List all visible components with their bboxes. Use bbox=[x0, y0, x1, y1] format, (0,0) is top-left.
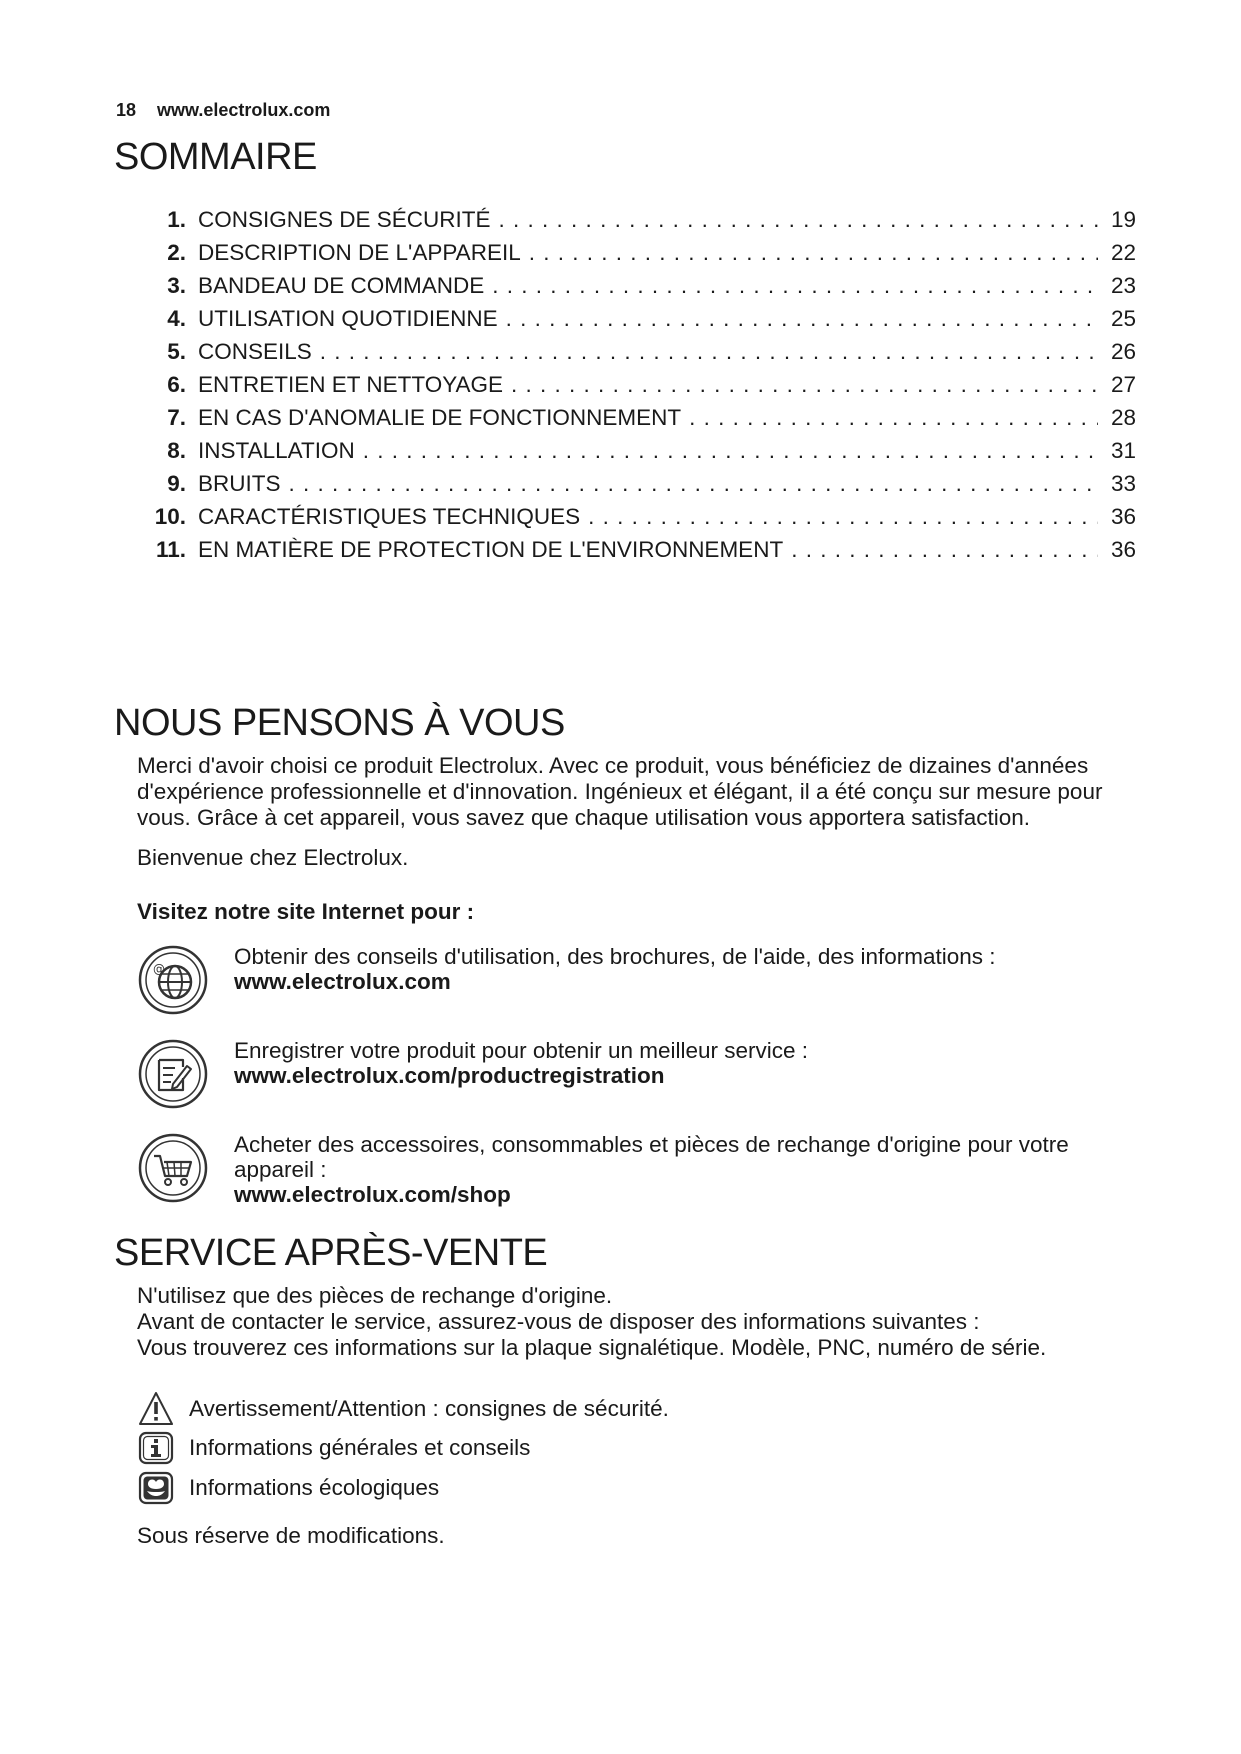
legend-item bbox=[137, 1469, 439, 1507]
toc-item-number: 6. bbox=[167, 372, 186, 397]
legend-item bbox=[137, 1429, 530, 1467]
sommaire-title: SOMMAIRE bbox=[114, 136, 317, 178]
toc-item[interactable] bbox=[146, 236, 1136, 269]
website-link-text bbox=[234, 944, 1134, 994]
toc-item-label: CONSEILS bbox=[198, 339, 312, 364]
legend-item bbox=[137, 1390, 669, 1428]
toc-leader-dots bbox=[506, 302, 1098, 335]
toc-item-page: 19 bbox=[1110, 207, 1136, 232]
toc-leader-dots bbox=[588, 500, 1098, 533]
shopping-cart-icon bbox=[137, 1132, 209, 1204]
toc-item-label: DESCRIPTION DE L'APPAREIL bbox=[198, 240, 521, 265]
toc-item-page: 25 bbox=[1110, 306, 1136, 331]
website-link-url[interactable]: www.electrolux.com/productregistration bbox=[234, 1063, 665, 1088]
eco-icon bbox=[137, 1469, 175, 1507]
toc-item-number: 4. bbox=[167, 306, 186, 331]
toc-item-label: BANDEAU DE COMMANDE bbox=[198, 273, 485, 298]
toc-item-number: 10. bbox=[154, 504, 186, 529]
toc-item-number: 3. bbox=[167, 273, 186, 298]
toc-item-page: 26 bbox=[1110, 339, 1136, 364]
toc-item-page: 28 bbox=[1110, 405, 1136, 430]
toc-leader-dots bbox=[689, 401, 1098, 434]
toc-item[interactable] bbox=[146, 500, 1136, 533]
footer-note: Sous réserve de modifications. bbox=[137, 1523, 445, 1548]
toc-item[interactable] bbox=[146, 467, 1136, 500]
toc-item-page: 36 bbox=[1110, 504, 1136, 529]
legend-text: Informations écologiques bbox=[189, 1475, 440, 1500]
page-number: 18 bbox=[116, 100, 137, 120]
svg-text:@: @ bbox=[153, 962, 165, 976]
toc-item-label: EN CAS D'ANOMALIE DE FONCTIONNEMENT bbox=[198, 405, 682, 430]
footer-note-block bbox=[137, 1523, 1127, 1549]
intro-block bbox=[137, 753, 1127, 925]
toc-item-label: EN MATIÈRE DE PROTECTION DE L'ENVIRONNEMENT bbox=[198, 537, 784, 562]
toc-leader-dots bbox=[511, 368, 1098, 401]
toc-leader-dots bbox=[791, 533, 1098, 566]
pensons-title: NOUS PENSONS À VOUS bbox=[114, 702, 565, 744]
toc-item-page: 22 bbox=[1110, 240, 1136, 265]
toc-item[interactable] bbox=[146, 269, 1136, 302]
toc-leader-dots bbox=[289, 467, 1098, 500]
toc-item[interactable] bbox=[146, 434, 1136, 467]
service-line: Avant de contacter le service, assurez-vous de disposer des informations suivantes : bbox=[137, 1309, 980, 1334]
toc-leader-dots bbox=[320, 335, 1098, 368]
toc-leader-dots bbox=[363, 434, 1098, 467]
service-title: SERVICE APRÈS-VENTE bbox=[114, 1232, 548, 1274]
warning-icon bbox=[137, 1390, 175, 1428]
globe-icon bbox=[137, 944, 209, 1016]
page-header bbox=[116, 100, 330, 121]
toc-item-label: ENTRETIEN ET NETTOYAGE bbox=[198, 372, 504, 397]
visit-heading: Visitez notre site Internet pour : bbox=[137, 899, 475, 924]
website-link-text bbox=[234, 1038, 1134, 1088]
toc-item[interactable] bbox=[146, 401, 1136, 434]
website-link-description: Acheter des accessoires, consommables et pièces de rechange d'origine pour votre appareil : bbox=[234, 1132, 1069, 1182]
welcome-text: Bienvenue chez Electrolux. bbox=[137, 845, 409, 870]
registration-icon bbox=[137, 1038, 209, 1110]
toc-item-label: BRUITS bbox=[198, 471, 281, 496]
toc-leader-dots bbox=[499, 203, 1098, 236]
service-line: N'utilisez que des pièces de rechange d'origine. bbox=[137, 1283, 613, 1308]
toc-item[interactable] bbox=[146, 533, 1136, 566]
toc-item[interactable] bbox=[146, 302, 1136, 335]
toc-item-page: 31 bbox=[1110, 438, 1136, 463]
toc-item-label: INSTALLATION bbox=[198, 438, 355, 463]
toc-item-page: 27 bbox=[1110, 372, 1136, 397]
info-icon bbox=[137, 1429, 175, 1467]
website-link-description: Obtenir des conseils d'utilisation, des brochures, de l'aide, des informations : bbox=[234, 944, 996, 969]
toc-item-label: CONSIGNES DE SÉCURITÉ bbox=[198, 207, 491, 232]
toc-item-number: 8. bbox=[167, 438, 186, 463]
toc-item-label: UTILISATION QUOTIDIENNE bbox=[198, 306, 498, 331]
website-link-text bbox=[234, 1132, 1134, 1207]
toc-item-number: 9. bbox=[167, 471, 186, 496]
toc-item-number: 2. bbox=[167, 240, 186, 265]
service-line: Vous trouverez ces informations sur la plaque signalétique. Modèle, PNC, numéro de série. bbox=[137, 1335, 1047, 1360]
toc-item-page: 23 bbox=[1110, 273, 1136, 298]
toc-item-page: 36 bbox=[1110, 537, 1136, 562]
website-link-url[interactable]: www.electrolux.com bbox=[234, 969, 451, 994]
toc-item[interactable] bbox=[146, 368, 1136, 401]
toc-item-number: 11. bbox=[155, 537, 186, 562]
toc-item-page: 33 bbox=[1110, 471, 1136, 496]
toc-leader-dots bbox=[529, 236, 1098, 269]
toc-item-number: 7. bbox=[167, 405, 186, 430]
toc-item-number: 1. bbox=[167, 207, 186, 232]
toc-leader-dots bbox=[492, 269, 1098, 302]
website-link-url[interactable]: www.electrolux.com/shop bbox=[234, 1182, 511, 1207]
toc-item-number: 5. bbox=[167, 339, 186, 364]
legend-text: Informations générales et conseils bbox=[189, 1435, 531, 1460]
table-of-contents bbox=[146, 203, 1136, 566]
toc-item[interactable] bbox=[146, 335, 1136, 368]
website-link-description: Enregistrer votre produit pour obtenir un meilleur service : bbox=[234, 1038, 809, 1063]
toc-item[interactable] bbox=[146, 203, 1136, 236]
intro-paragraph: Merci d'avoir choisi ce produit Electrolux. Avec ce produit, vous bénéficiez de dizaines d'années d'expérience professionnelle et d'innovation. Ingénieux et élégant, il a été conçu sur mesure pour vous. Grâce à cet appareil, vous savez que chaque utilisation vous apportera satisfaction. bbox=[137, 753, 1103, 830]
header-website[interactable]: www.electrolux.com bbox=[157, 100, 331, 120]
legend-text: Avertissement/Attention : consignes de sécurité. bbox=[189, 1396, 669, 1421]
service-block bbox=[137, 1283, 1127, 1361]
toc-item-label: CARACTÉRISTIQUES TECHNIQUES bbox=[198, 504, 581, 529]
